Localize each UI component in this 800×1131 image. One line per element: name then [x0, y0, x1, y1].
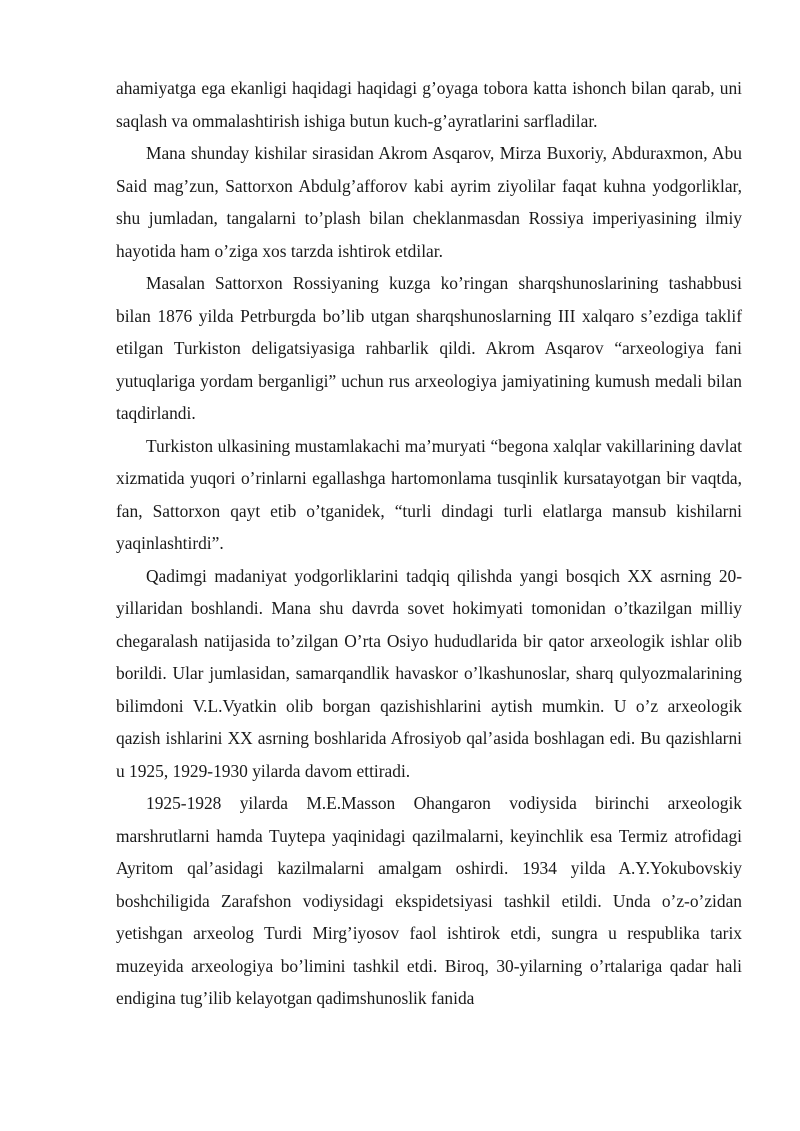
- paragraph: Qadimgi madaniyat yodgorliklarini tadqiq qilishda yangi bosqich XX asrning 20-yillaridan boshlandi. Mana shu davrda sovet hokimyati tomonidan o’tkazilgan milliy chegaralash natijasida to’zilgan O’rta Osiyo hududlarida bir qator arxeologik ishlar olib borildi. Ular jumlasidan, samarqandlik havaskor o’lkashunoslar, sharq qulyozmalarining bilimdoni V.L.Vyatkin olib borgan qazishishlarini aytish mumkin. U o’z arxeologik qazish ishlarini XX asrning boshlarida Afrosiyob qal’asida boshlagan edi. Bu qazishlarni u 1925, 1929-1930 yilarda davom ettiradi.: [116, 565, 742, 781]
- document-page: [116, 72, 742, 1015]
- paragraph: Turkiston ulkasining mustamlakachi ma’muryati “begona xalqlar vakillarining davlat xizmatida yuqori o’rinlarni egallashga hartomonlama tusqinlik kursatayotgan bir vaqtda, fan, Sattorxon qayt etib o’tganidek, “turli dindagi turli elatlarga mansub kishilarni yaqinlashtirdi”.: [116, 435, 742, 553]
- paragraph: Mana shunday kishilar sirasidan Akrom Asqarov, Mirza Buxoriy, Abduraxmon, Abu Said mag’zun, Sattorxon Abdulg’afforov kabi ayrim ziyolilar faqat kuhna yodgorliklar, shu jumladan, tangalarni to’plash bilan cheklanmasdan Rossiya imperiyasining ilmiy hayotida ham o’ziga xos tarzda ishtirok etdilar.: [116, 143, 742, 261]
- paragraph: Masalan Sattorxon Rossiyaning kuzga ko’ringan sharqshunoslarining tashabbusi bilan 1876 yilda Petrburgda bo’lib utgan sharqshunoslarning III xalqaro s’ezdiga taklif etilgan Turkiston deligatsiyasiga rahbarlik qildi. Akrom Asqarov “arxeologiya fani yutuqlariga yordam berganligi” uchun rus arxeologiya jamiyatining kumush medali bilan taqdirlandi.: [116, 273, 742, 423]
- paragraph-continuation: ahamiyatga ega ekanligi haqidagi haqidagi g’oyaga tobora katta ishonch bilan qarab, uni saqlash va ommalashtirish ishiga butun kuch-g’ayratlarini sarfladilar.: [116, 78, 742, 131]
- paragraph: 1925-1928 yilarda M.E.Masson Ohangaron vodiysida birinchi arxeologik marshrutlarni hamda Tuytepa yaqinidagi qazilmalarni, keyinchlik esa Termiz atrofidagi Ayritom qal’asidagi kazilmalarni amalgam oshirdi. 1934 yilda A.Y.Yokubovskiy boshchiligida Zarafshon vodiysidagi ekspidetsiyasi tashkil etildi. Unda o’z-o’zidan yetishgan arxeolog Turdi Mirg’iyosov faol ishtirok etdi, sungra u respublika tarix muzeyida arxeologiya bo’limini tashkil etdi. Biroq, 30-yilarning o’rtalariga qadar hali endigina tug’ilib kelayotgan qadimshunoslik fanida: [116, 793, 742, 1008]
